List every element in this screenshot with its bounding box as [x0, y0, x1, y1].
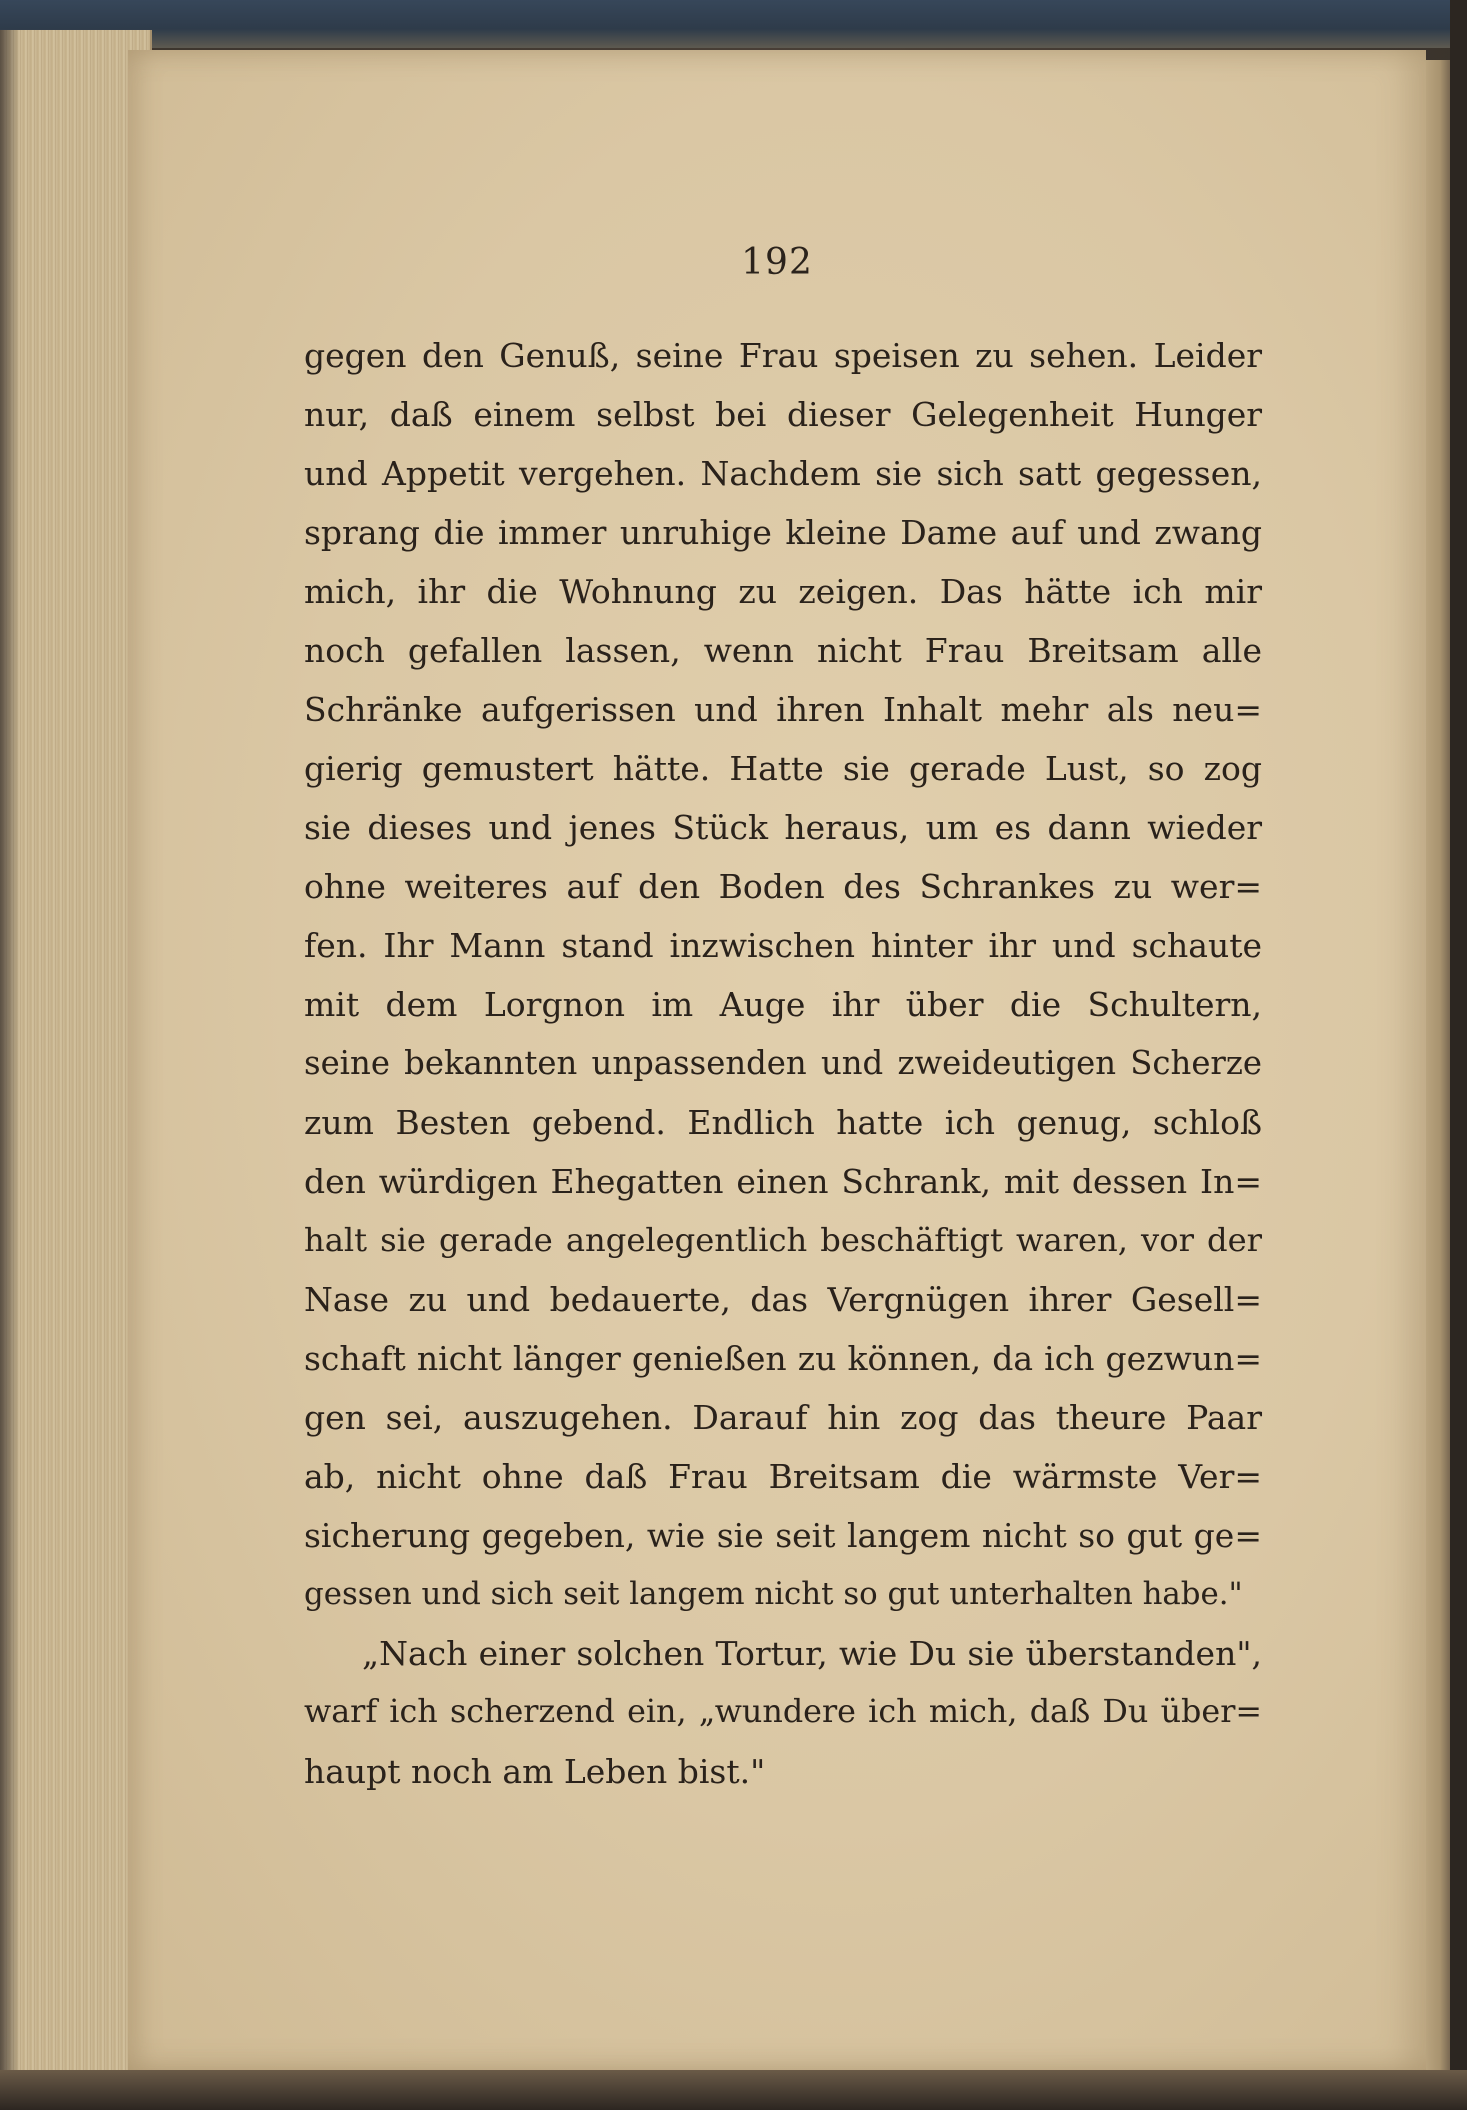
- text-line: fen. Ihr Mann stand inzwischen hinter ihr und schaute: [304, 926, 1262, 965]
- text-line: sie dieses und jenes Stück heraus, um es dann wieder: [304, 808, 1262, 847]
- text-line: mich, ihr die Wohnung zu zeigen. Das hätte ich mir: [304, 572, 1262, 611]
- text-line: ohne weiteres auf den Boden des Schrankes zu wer=: [304, 867, 1262, 906]
- text-line: Nase zu und bedauerte, das Vergnügen ihrer Gesell=: [304, 1280, 1262, 1319]
- text-line: gierig gemustert hätte. Hatte sie gerade Lust, so zog: [304, 749, 1262, 788]
- text-line: schaft nicht länger genießen zu können, da ich gezwun=: [304, 1339, 1262, 1378]
- text-line-paragraph-end: gessen und sich seit langem nicht so gut unterhalten habe.": [304, 1576, 1243, 1612]
- text-line: ab, nicht ohne daß Frau Breitsam die wärmste Ver=: [304, 1457, 1262, 1496]
- text-line: noch gefallen lassen, wenn nicht Frau Breitsam alle: [304, 631, 1262, 670]
- spine-shadow: [0, 30, 20, 2090]
- text-line: zum Besten gebend. Endlich hatte ich genug, schloß: [304, 1103, 1262, 1142]
- right-background: [1450, 0, 1467, 2110]
- text-line: gen sei, auszugehen. Darauf hin zog das theure Paar: [304, 1398, 1262, 1437]
- text-line: Schränke aufgerissen und ihren Inhalt mehr als neu=: [304, 690, 1262, 729]
- book-binding-top: [0, 0, 1467, 48]
- text-line: und Appetit vergehen. Nachdem sie sich satt gegessen,: [304, 454, 1262, 493]
- text-line-paragraph-start: „Nach einer solchen Tortur, wie Du sie überstanden",: [362, 1634, 1262, 1673]
- page-number: 192: [741, 242, 813, 283]
- text-line: sprang die immer unruhige kleine Dame auf und zwang: [304, 513, 1262, 552]
- text-line: mit dem Lorgnon im Auge ihr über die Schultern,: [304, 985, 1262, 1024]
- right-fore-edge: [1422, 60, 1452, 2070]
- text-line: den würdigen Ehegatten einen Schrank, mit dessen In=: [304, 1162, 1262, 1201]
- text-line: gegen den Genuß, seine Frau speisen zu sehen. Leider: [304, 336, 1262, 375]
- text-line: nur, daß einem selbst bei dieser Gelegenheit Hunger: [304, 395, 1262, 434]
- page-text: [304, 326, 1262, 1801]
- text-line: halt sie gerade angelegentlich beschäftigt waren, vor der: [304, 1221, 1262, 1259]
- text-line-paragraph-end: haupt noch am Leben bist.": [304, 1752, 766, 1791]
- text-line: seine bekannten unpassenden und zweideutigen Scherze: [304, 1044, 1262, 1082]
- text-line: sicherung gegeben, wie sie seit langem nicht so gut ge=: [304, 1516, 1262, 1555]
- text-line: warf ich scherzend ein, „wundere ich mich, daß Du über=: [304, 1694, 1262, 1730]
- bottom-background: [0, 2070, 1467, 2110]
